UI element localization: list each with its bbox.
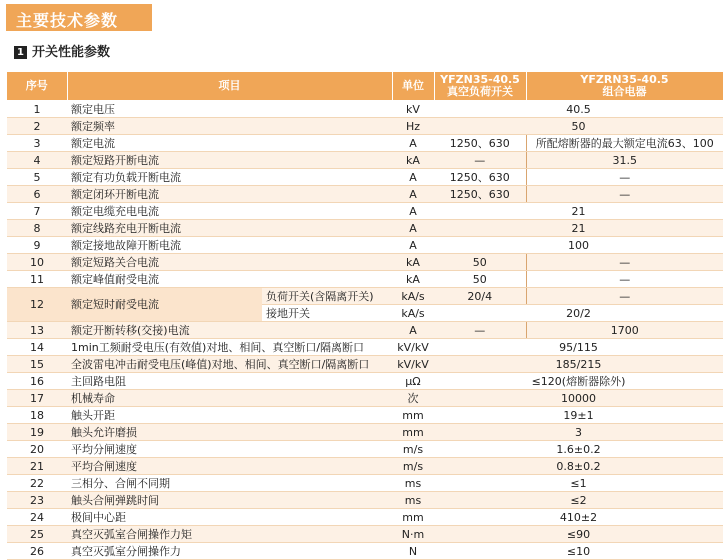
parameters-table (7, 72, 723, 560)
row-value-merged: 410±2 (434, 509, 723, 526)
table-header (7, 72, 723, 101)
row-value-merged: 19±1 (434, 407, 723, 424)
table-row (7, 322, 723, 339)
row-number: 13 (7, 322, 67, 339)
row-value-combo: — (526, 186, 723, 203)
table-row (7, 441, 723, 458)
row-value-merged: 1.6±0.2 (434, 441, 723, 458)
row-value-merged: 95/115 (434, 339, 723, 356)
row-number: 1 (7, 101, 67, 118)
row-number: 11 (7, 271, 67, 288)
row-value-merged: 185/215 (434, 356, 723, 373)
row-unit: kA (392, 254, 434, 271)
row-value-switch: 1250、630 (434, 169, 526, 186)
table-row (7, 237, 723, 254)
row-unit: m/s (392, 458, 434, 475)
row-value-switch: 50 (434, 254, 526, 271)
row-item: 额定电缆充电电流 (67, 203, 392, 220)
row-number: 26 (7, 543, 67, 560)
row-unit: N (392, 543, 434, 560)
row-item: 额定频率 (67, 118, 392, 135)
row-number: 9 (7, 237, 67, 254)
row-number: 15 (7, 356, 67, 373)
row-value-combo: — (526, 169, 723, 186)
row-unit: kV/kV (392, 339, 434, 356)
row-value-merged: ≤2 (434, 492, 723, 509)
row-item: 1min工频耐受电压(有效值)对地、相间、真空断口/隔离断口 (67, 339, 392, 356)
row-unit: A (392, 135, 434, 152)
header-col1: YFZN35-40.5 真空负荷开关 (434, 72, 526, 101)
table-row (7, 288, 723, 305)
row-item: 额定短路关合电流 (67, 254, 392, 271)
row-item: 平均分闸速度 (67, 441, 392, 458)
row-item: 触头合闸弹跳时间 (67, 492, 392, 509)
row-unit: mm (392, 509, 434, 526)
row-unit: ms (392, 475, 434, 492)
subsection-heading (14, 41, 110, 59)
row-item: 额定短时耐受电流 (67, 288, 262, 322)
row-value-switch: 1250、630 (434, 135, 526, 152)
table-row (7, 135, 723, 152)
section-banner (6, 4, 152, 31)
row-value-merged: 21 (434, 203, 723, 220)
row-number: 22 (7, 475, 67, 492)
header-unit: 单位 (392, 72, 434, 101)
row-item: 额定短路开断电流 (67, 152, 392, 169)
row-number: 21 (7, 458, 67, 475)
table-row (7, 509, 723, 526)
table-row (7, 169, 723, 186)
row-unit: ms (392, 492, 434, 509)
row-unit: 次 (392, 390, 434, 407)
row-item: 三相分、合闸不同期 (67, 475, 392, 492)
row-item: 触头允许磨损 (67, 424, 392, 441)
row-unit: kV (392, 101, 434, 118)
row-item: 主回路电阻 (67, 373, 392, 390)
table-row (7, 339, 723, 356)
row-value-merged: 0.8±0.2 (434, 458, 723, 475)
row-value-merged: ≤10 (434, 543, 723, 560)
row-item: 额定闭环开断电流 (67, 186, 392, 203)
row-value-merged: 50 (434, 118, 723, 135)
row-value-combo: — (526, 254, 723, 271)
row-item: 额定峰值耐受电流 (67, 271, 392, 288)
row-number: 25 (7, 526, 67, 543)
section-title: 主要技术参数 (16, 11, 119, 30)
row-number: 24 (7, 509, 67, 526)
row-unit: mm (392, 424, 434, 441)
table-row (7, 356, 723, 373)
row-value-merged: 100 (434, 237, 723, 254)
row-value-combo: 31.5 (526, 152, 723, 169)
row-item: 额定电流 (67, 135, 392, 152)
row-number: 7 (7, 203, 67, 220)
table-row (7, 424, 723, 441)
row-item: 触头开距 (67, 407, 392, 424)
row-unit: A (392, 220, 434, 237)
row-value-merged: 20/2 (434, 305, 723, 322)
row-number: 6 (7, 186, 67, 203)
row-unit: A (392, 186, 434, 203)
row-unit: N·m (392, 526, 434, 543)
table-row (7, 220, 723, 237)
table-row (7, 475, 723, 492)
table-row (7, 492, 723, 509)
row-number: 14 (7, 339, 67, 356)
row-unit: A (392, 169, 434, 186)
row-unit: μΩ (392, 373, 434, 390)
row-value-merged: ≤90 (434, 526, 723, 543)
row-value-merged: ≤120(熔断器除外) (434, 373, 723, 390)
row-unit: A (392, 237, 434, 254)
row-unit: kV/kV (392, 356, 434, 373)
row-item: 全波雷电冲击耐受电压(峰值)对地、相间、真空断口/隔离断口 (67, 356, 392, 373)
row-number: 12 (7, 288, 67, 322)
row-item: 额定开断转移(交接)电流 (67, 322, 392, 339)
row-number: 20 (7, 441, 67, 458)
row-unit: A (392, 322, 434, 339)
subsection-number: 1 (14, 46, 27, 59)
row-number: 23 (7, 492, 67, 509)
row-unit: A (392, 203, 434, 220)
table-row (7, 526, 723, 543)
table-row (7, 543, 723, 560)
row-unit: kA/s (392, 305, 434, 322)
table-row (7, 186, 723, 203)
row-number: 2 (7, 118, 67, 135)
row-value-merged: 21 (434, 220, 723, 237)
row-item: 机械寿命 (67, 390, 392, 407)
row-item: 额定线路充电开断电流 (67, 220, 392, 237)
table-row (7, 254, 723, 271)
row-value-switch: 1250、630 (434, 186, 526, 203)
row-unit: kA/s (392, 288, 434, 305)
row-item: 额定电压 (67, 101, 392, 118)
row-item: 真空灭弧室合闸操作力矩 (67, 526, 392, 543)
row-value-switch: — (434, 152, 526, 169)
row-unit: Hz (392, 118, 434, 135)
row-value-merged: 40.5 (434, 101, 723, 118)
row-value-combo: 所配熔断器的最大额定电流63、100 (526, 135, 723, 152)
row-number: 8 (7, 220, 67, 237)
table-row (7, 118, 723, 135)
row-item: 额定有功负载开断电流 (67, 169, 392, 186)
table-row (7, 458, 723, 475)
row-value-combo: 1700 (526, 322, 723, 339)
row-item: 真空灭弧室分闸操作力 (67, 543, 392, 560)
row-value-switch: 20/4 (434, 288, 526, 305)
row-value-combo: — (526, 271, 723, 288)
row-unit: mm (392, 407, 434, 424)
table-row (7, 203, 723, 220)
row-item: 额定接地故障开断电流 (67, 237, 392, 254)
table-row (7, 271, 723, 288)
header-seq: 序号 (7, 72, 67, 101)
row-unit: kA (392, 152, 434, 169)
row-number: 19 (7, 424, 67, 441)
table-row (7, 101, 723, 118)
row-value-switch: — (434, 322, 526, 339)
row-number: 17 (7, 390, 67, 407)
row-number: 10 (7, 254, 67, 271)
row-number: 18 (7, 407, 67, 424)
row-number: 16 (7, 373, 67, 390)
header-item: 项目 (67, 72, 392, 101)
subsection-title: 开关性能参数 (32, 45, 111, 60)
row-unit: kA (392, 271, 434, 288)
row-number: 4 (7, 152, 67, 169)
table-row (7, 390, 723, 407)
row-value-switch: 50 (434, 271, 526, 288)
row-value-merged: 10000 (434, 390, 723, 407)
row-unit: m/s (392, 441, 434, 458)
table-row (7, 152, 723, 169)
row-item: 平均合闸速度 (67, 458, 392, 475)
row-value-combo: — (526, 288, 723, 305)
row-value-merged: 3 (434, 424, 723, 441)
row-item: 极间中心距 (67, 509, 392, 526)
header-col2: YFZRN35-40.5 组合电器 (526, 72, 723, 101)
row-subitem: 接地开关 (262, 305, 392, 322)
row-value-merged: ≤1 (434, 475, 723, 492)
row-subitem: 负荷开关(含隔离开关) (262, 288, 392, 305)
row-number: 3 (7, 135, 67, 152)
row-number: 5 (7, 169, 67, 186)
table-row (7, 407, 723, 424)
table-row (7, 373, 723, 390)
